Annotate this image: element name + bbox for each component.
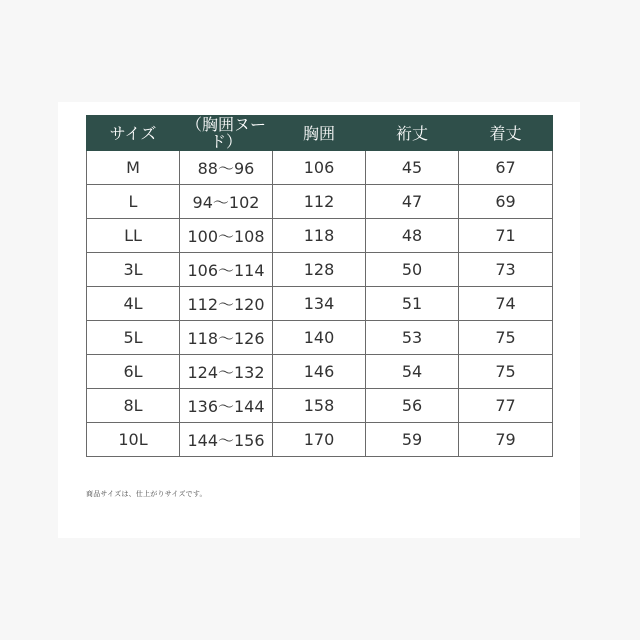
cell-body-length: 79 bbox=[459, 423, 553, 457]
cell-body-length: 69 bbox=[459, 185, 553, 219]
cell-size: LL bbox=[87, 219, 180, 253]
size-note: 商品サイズは、仕上がりサイズです。 bbox=[86, 490, 207, 498]
table-row bbox=[87, 423, 553, 457]
table-row bbox=[87, 151, 553, 185]
cell-chest: 158 bbox=[273, 389, 366, 423]
cell-size: 3L bbox=[87, 253, 180, 287]
cell-chest: 170 bbox=[273, 423, 366, 457]
size-chart-table bbox=[86, 115, 553, 457]
cell-chest-nude: 136～144 bbox=[180, 389, 273, 423]
header-chest: 胸囲 bbox=[273, 116, 366, 151]
header-sleeve-length: 裄丈 bbox=[366, 116, 459, 151]
cell-size: M bbox=[87, 151, 180, 185]
cell-size: 6L bbox=[87, 355, 180, 389]
table-row bbox=[87, 355, 553, 389]
cell-chest: 118 bbox=[273, 219, 366, 253]
cell-body-length: 75 bbox=[459, 355, 553, 389]
header-size: サイズ bbox=[87, 116, 180, 151]
cell-sleeve-length: 53 bbox=[366, 321, 459, 355]
cell-sleeve-length: 48 bbox=[366, 219, 459, 253]
header-chest-nude: （胸囲ヌード） bbox=[180, 116, 273, 151]
cell-chest-nude: 106～114 bbox=[180, 253, 273, 287]
cell-size: 10L bbox=[87, 423, 180, 457]
cell-size: 8L bbox=[87, 389, 180, 423]
cell-chest-nude: 100～108 bbox=[180, 219, 273, 253]
cell-body-length: 74 bbox=[459, 287, 553, 321]
cell-sleeve-length: 50 bbox=[366, 253, 459, 287]
cell-chest-nude: 88～96 bbox=[180, 151, 273, 185]
cell-sleeve-length: 47 bbox=[366, 185, 459, 219]
cell-chest: 134 bbox=[273, 287, 366, 321]
table-header-row bbox=[87, 116, 553, 151]
cell-size: 4L bbox=[87, 287, 180, 321]
cell-chest: 112 bbox=[273, 185, 366, 219]
cell-sleeve-length: 59 bbox=[366, 423, 459, 457]
cell-chest: 128 bbox=[273, 253, 366, 287]
cell-body-length: 73 bbox=[459, 253, 553, 287]
cell-body-length: 71 bbox=[459, 219, 553, 253]
table-row bbox=[87, 287, 553, 321]
cell-body-length: 77 bbox=[459, 389, 553, 423]
cell-sleeve-length: 54 bbox=[366, 355, 459, 389]
cell-sleeve-length: 56 bbox=[366, 389, 459, 423]
table-row bbox=[87, 321, 553, 355]
cell-chest-nude: 118～126 bbox=[180, 321, 273, 355]
cell-chest-nude: 144～156 bbox=[180, 423, 273, 457]
cell-chest: 106 bbox=[273, 151, 366, 185]
table-row bbox=[87, 219, 553, 253]
cell-chest-nude: 124～132 bbox=[180, 355, 273, 389]
table-row bbox=[87, 389, 553, 423]
header-body-length: 着丈 bbox=[459, 116, 553, 151]
cell-body-length: 75 bbox=[459, 321, 553, 355]
cell-sleeve-length: 45 bbox=[366, 151, 459, 185]
cell-body-length: 67 bbox=[459, 151, 553, 185]
cell-size: L bbox=[87, 185, 180, 219]
cell-sleeve-length: 51 bbox=[366, 287, 459, 321]
cell-chest-nude: 94～102 bbox=[180, 185, 273, 219]
cell-size: 5L bbox=[87, 321, 180, 355]
cell-chest: 140 bbox=[273, 321, 366, 355]
cell-chest-nude: 112～120 bbox=[180, 287, 273, 321]
table-row bbox=[87, 185, 553, 219]
table-row bbox=[87, 253, 553, 287]
cell-chest: 146 bbox=[273, 355, 366, 389]
